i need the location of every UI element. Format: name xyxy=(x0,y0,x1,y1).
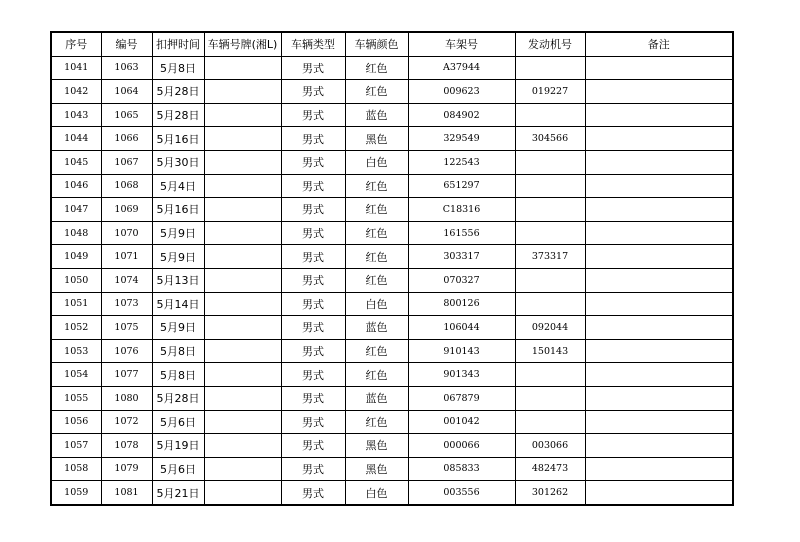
cell-engine-number xyxy=(515,174,585,198)
cell-vehicle-type: 男式 xyxy=(281,481,345,505)
cell-number: 1080 xyxy=(101,386,152,410)
cell-engine-number: 304566 xyxy=(515,127,585,151)
cell-index: 1057 xyxy=(51,434,101,458)
cell-vehicle-color: 红色 xyxy=(345,56,408,80)
cell-frame-number: 161556 xyxy=(408,221,515,245)
cell-plate xyxy=(204,150,281,174)
cell-remarks xyxy=(585,221,733,245)
cell-impound-date: 5月9日 xyxy=(152,221,204,245)
cell-frame-number: 000066 xyxy=(408,434,515,458)
cell-plate xyxy=(204,292,281,316)
cell-vehicle-color: 黑色 xyxy=(345,434,408,458)
table-row xyxy=(51,245,733,269)
header-vehicle-type: 车辆类型 xyxy=(281,32,345,56)
cell-remarks xyxy=(585,434,733,458)
cell-number: 1065 xyxy=(101,103,152,127)
cell-engine-number xyxy=(515,198,585,222)
cell-number: 1071 xyxy=(101,245,152,269)
cell-engine-number xyxy=(515,103,585,127)
cell-index: 1045 xyxy=(51,150,101,174)
table-row xyxy=(51,410,733,434)
cell-impound-date: 5月13日 xyxy=(152,268,204,292)
cell-number: 1076 xyxy=(101,339,152,363)
cell-vehicle-color: 蓝色 xyxy=(345,316,408,340)
cell-vehicle-color: 红色 xyxy=(345,80,408,104)
cell-remarks xyxy=(585,481,733,505)
cell-vehicle-type: 男式 xyxy=(281,410,345,434)
cell-vehicle-type: 男式 xyxy=(281,150,345,174)
table-row xyxy=(51,481,733,505)
cell-plate xyxy=(204,481,281,505)
cell-plate xyxy=(204,80,281,104)
cell-remarks xyxy=(585,339,733,363)
cell-vehicle-type: 男式 xyxy=(281,127,345,151)
cell-engine-number xyxy=(515,363,585,387)
cell-plate xyxy=(204,339,281,363)
table-row xyxy=(51,386,733,410)
cell-number: 1069 xyxy=(101,198,152,222)
table-row xyxy=(51,268,733,292)
header-remarks: 备注 xyxy=(585,32,733,56)
cell-engine-number: 092044 xyxy=(515,316,585,340)
cell-remarks xyxy=(585,80,733,104)
cell-index: 1053 xyxy=(51,339,101,363)
cell-frame-number: 001042 xyxy=(408,410,515,434)
cell-engine-number: 373317 xyxy=(515,245,585,269)
header-index: 序号 xyxy=(51,32,101,56)
cell-remarks xyxy=(585,150,733,174)
cell-number: 1070 xyxy=(101,221,152,245)
cell-vehicle-type: 男式 xyxy=(281,245,345,269)
cell-frame-number: A37944 xyxy=(408,56,515,80)
cell-vehicle-color: 蓝色 xyxy=(345,386,408,410)
cell-plate xyxy=(204,268,281,292)
cell-vehicle-color: 红色 xyxy=(345,198,408,222)
cell-frame-number: 329549 xyxy=(408,127,515,151)
cell-vehicle-color: 白色 xyxy=(345,481,408,505)
cell-frame-number: 085833 xyxy=(408,457,515,481)
cell-impound-date: 5月28日 xyxy=(152,103,204,127)
cell-impound-date: 5月14日 xyxy=(152,292,204,316)
cell-engine-number: 019227 xyxy=(515,80,585,104)
cell-remarks xyxy=(585,386,733,410)
table-row xyxy=(51,150,733,174)
cell-number: 1081 xyxy=(101,481,152,505)
cell-number: 1066 xyxy=(101,127,152,151)
cell-vehicle-color: 红色 xyxy=(345,363,408,387)
cell-number: 1067 xyxy=(101,150,152,174)
table-row xyxy=(51,174,733,198)
cell-remarks xyxy=(585,268,733,292)
cell-index: 1051 xyxy=(51,292,101,316)
table-row xyxy=(51,292,733,316)
cell-plate xyxy=(204,434,281,458)
cell-remarks xyxy=(585,56,733,80)
cell-plate xyxy=(204,221,281,245)
cell-number: 1077 xyxy=(101,363,152,387)
cell-plate xyxy=(204,363,281,387)
cell-engine-number xyxy=(515,221,585,245)
cell-vehicle-color: 红色 xyxy=(345,221,408,245)
cell-vehicle-type: 男式 xyxy=(281,221,345,245)
cell-engine-number: 482473 xyxy=(515,457,585,481)
cell-frame-number: 651297 xyxy=(408,174,515,198)
cell-remarks xyxy=(585,127,733,151)
cell-index: 1049 xyxy=(51,245,101,269)
header-row xyxy=(51,32,733,56)
cell-vehicle-type: 男式 xyxy=(281,386,345,410)
cell-impound-date: 5月16日 xyxy=(152,127,204,151)
cell-engine-number xyxy=(515,292,585,316)
cell-frame-number: 067879 xyxy=(408,386,515,410)
cell-plate xyxy=(204,386,281,410)
cell-number: 1064 xyxy=(101,80,152,104)
cell-vehicle-type: 男式 xyxy=(281,198,345,222)
header-frame-number: 车架号 xyxy=(408,32,515,56)
table-row xyxy=(51,339,733,363)
cell-frame-number: 910143 xyxy=(408,339,515,363)
table-row xyxy=(51,56,733,80)
cell-frame-number: 003556 xyxy=(408,481,515,505)
cell-engine-number xyxy=(515,56,585,80)
cell-remarks xyxy=(585,316,733,340)
cell-plate xyxy=(204,410,281,434)
table-body xyxy=(51,56,733,505)
cell-plate xyxy=(204,127,281,151)
header-impound-date: 扣押时间 xyxy=(152,32,204,56)
cell-vehicle-color: 白色 xyxy=(345,150,408,174)
cell-impound-date: 5月9日 xyxy=(152,316,204,340)
cell-plate xyxy=(204,245,281,269)
cell-frame-number: C18316 xyxy=(408,198,515,222)
cell-index: 1056 xyxy=(51,410,101,434)
cell-remarks xyxy=(585,292,733,316)
cell-impound-date: 5月8日 xyxy=(152,339,204,363)
cell-number: 1075 xyxy=(101,316,152,340)
table-row xyxy=(51,316,733,340)
cell-index: 1044 xyxy=(51,127,101,151)
cell-plate xyxy=(204,316,281,340)
cell-remarks xyxy=(585,363,733,387)
cell-engine-number xyxy=(515,268,585,292)
cell-impound-date: 5月4日 xyxy=(152,174,204,198)
cell-impound-date: 5月19日 xyxy=(152,434,204,458)
table-row xyxy=(51,457,733,481)
cell-impound-date: 5月8日 xyxy=(152,56,204,80)
cell-remarks xyxy=(585,457,733,481)
cell-index: 1058 xyxy=(51,457,101,481)
cell-vehicle-color: 红色 xyxy=(345,245,408,269)
cell-impound-date: 5月30日 xyxy=(152,150,204,174)
cell-impound-date: 5月9日 xyxy=(152,245,204,269)
cell-remarks xyxy=(585,410,733,434)
cell-vehicle-type: 男式 xyxy=(281,80,345,104)
cell-vehicle-color: 红色 xyxy=(345,268,408,292)
cell-vehicle-type: 男式 xyxy=(281,434,345,458)
cell-index: 1050 xyxy=(51,268,101,292)
cell-vehicle-color: 黑色 xyxy=(345,457,408,481)
cell-engine-number: 003066 xyxy=(515,434,585,458)
cell-vehicle-type: 男式 xyxy=(281,56,345,80)
cell-vehicle-type: 男式 xyxy=(281,174,345,198)
cell-number: 1073 xyxy=(101,292,152,316)
cell-plate xyxy=(204,56,281,80)
cell-impound-date: 5月28日 xyxy=(152,386,204,410)
vehicle-impound-table xyxy=(50,31,734,506)
cell-index: 1059 xyxy=(51,481,101,505)
cell-frame-number: 122543 xyxy=(408,150,515,174)
cell-vehicle-type: 男式 xyxy=(281,292,345,316)
cell-plate xyxy=(204,103,281,127)
cell-remarks xyxy=(585,103,733,127)
cell-frame-number: 009623 xyxy=(408,80,515,104)
cell-vehicle-color: 黑色 xyxy=(345,127,408,151)
cell-impound-date: 5月6日 xyxy=(152,410,204,434)
header-number: 编号 xyxy=(101,32,152,56)
cell-number: 1072 xyxy=(101,410,152,434)
cell-engine-number xyxy=(515,410,585,434)
header-engine-number: 发动机号 xyxy=(515,32,585,56)
table-row xyxy=(51,103,733,127)
cell-frame-number: 800126 xyxy=(408,292,515,316)
cell-plate xyxy=(204,198,281,222)
cell-impound-date: 5月8日 xyxy=(152,363,204,387)
cell-impound-date: 5月21日 xyxy=(152,481,204,505)
cell-number: 1074 xyxy=(101,268,152,292)
cell-vehicle-color: 蓝色 xyxy=(345,103,408,127)
cell-impound-date: 5月28日 xyxy=(152,80,204,104)
cell-index: 1042 xyxy=(51,80,101,104)
cell-remarks xyxy=(585,245,733,269)
cell-number: 1078 xyxy=(101,434,152,458)
cell-index: 1052 xyxy=(51,316,101,340)
header-plate: 车辆号牌(湘L) xyxy=(204,32,281,56)
cell-engine-number xyxy=(515,150,585,174)
table-row xyxy=(51,80,733,104)
cell-number: 1063 xyxy=(101,56,152,80)
table-row xyxy=(51,434,733,458)
cell-number: 1079 xyxy=(101,457,152,481)
cell-vehicle-color: 白色 xyxy=(345,292,408,316)
cell-vehicle-color: 红色 xyxy=(345,410,408,434)
cell-index: 1048 xyxy=(51,221,101,245)
table-row xyxy=(51,221,733,245)
cell-vehicle-color: 红色 xyxy=(345,174,408,198)
cell-frame-number: 084902 xyxy=(408,103,515,127)
header-vehicle-color: 车辆颜色 xyxy=(345,32,408,56)
cell-impound-date: 5月6日 xyxy=(152,457,204,481)
cell-index: 1041 xyxy=(51,56,101,80)
cell-frame-number: 901343 xyxy=(408,363,515,387)
cell-frame-number: 303317 xyxy=(408,245,515,269)
cell-plate xyxy=(204,457,281,481)
cell-vehicle-type: 男式 xyxy=(281,316,345,340)
cell-vehicle-type: 男式 xyxy=(281,339,345,363)
cell-remarks xyxy=(585,198,733,222)
table-row xyxy=(51,363,733,387)
table-row xyxy=(51,198,733,222)
cell-index: 1054 xyxy=(51,363,101,387)
cell-remarks xyxy=(585,174,733,198)
cell-vehicle-type: 男式 xyxy=(281,363,345,387)
cell-engine-number: 301262 xyxy=(515,481,585,505)
cell-engine-number xyxy=(515,386,585,410)
cell-impound-date: 5月16日 xyxy=(152,198,204,222)
cell-vehicle-type: 男式 xyxy=(281,457,345,481)
cell-index: 1047 xyxy=(51,198,101,222)
cell-index: 1046 xyxy=(51,174,101,198)
cell-number: 1068 xyxy=(101,174,152,198)
cell-index: 1055 xyxy=(51,386,101,410)
cell-plate xyxy=(204,174,281,198)
cell-vehicle-type: 男式 xyxy=(281,103,345,127)
cell-vehicle-type: 男式 xyxy=(281,268,345,292)
cell-vehicle-color: 红色 xyxy=(345,339,408,363)
table-row xyxy=(51,127,733,151)
cell-frame-number: 106044 xyxy=(408,316,515,340)
cell-engine-number: 150143 xyxy=(515,339,585,363)
cell-frame-number: 070327 xyxy=(408,268,515,292)
cell-index: 1043 xyxy=(51,103,101,127)
